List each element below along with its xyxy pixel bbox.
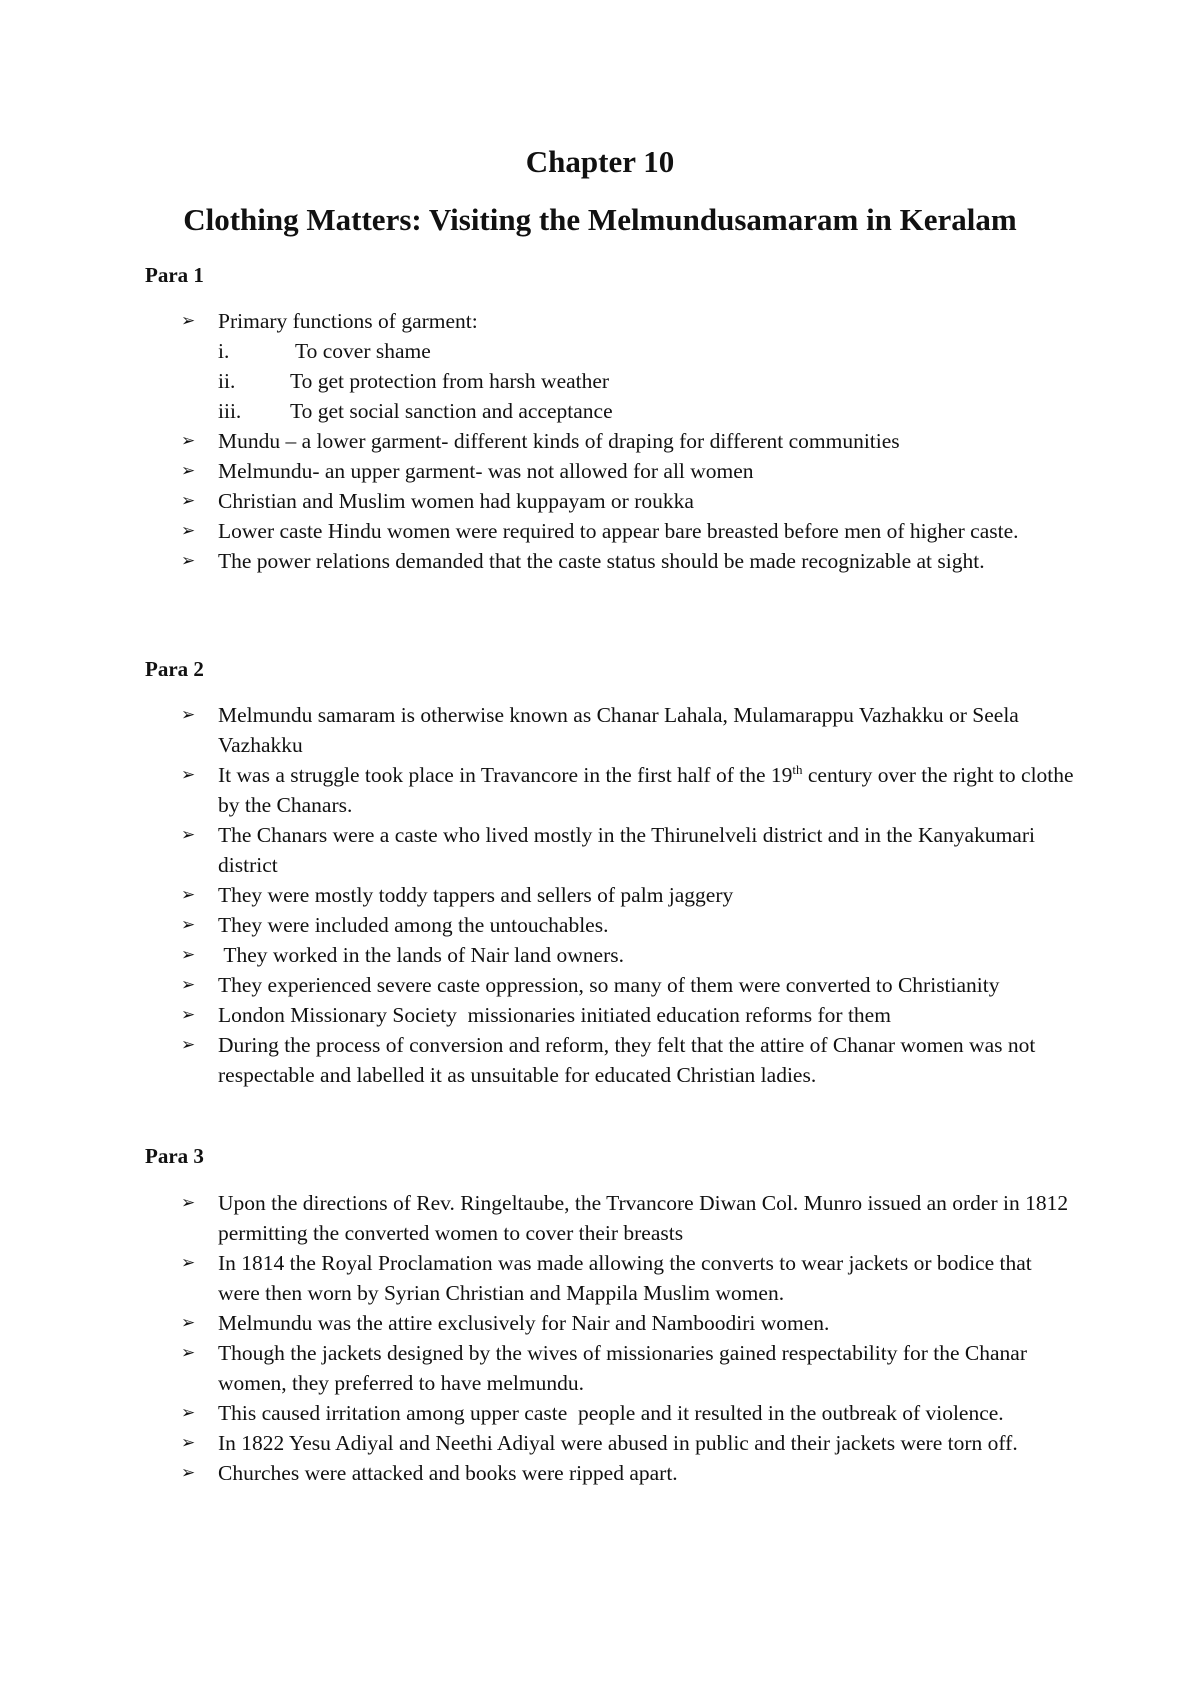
superscript-th: th <box>792 761 803 777</box>
para3-item <box>0 1188 1078 1248</box>
para3-item-text: In 1822 Yesu Adiyal and Neethi Adiyal were abused in public and their jackets were torn off. <box>218 1431 1018 1455</box>
para1-item <box>0 546 1078 576</box>
para1-item <box>0 486 1078 516</box>
para3-item <box>0 1428 1078 1458</box>
para2-item <box>0 1030 1078 1090</box>
para2-item-text: Melmundu samaram is otherwise known as Chanar Lahala, Mulamarappu Vazhakku or Seela Vazhakku <box>218 703 1019 757</box>
para2-item <box>0 880 1078 910</box>
arrowhead-bullet-icon: ➢ <box>181 1343 196 1363</box>
para3-heading: Para 3 <box>145 1144 204 1168</box>
subitem-text: To cover shame <box>290 339 431 363</box>
para2-item-text: They were mostly toddy tappers and sellers of palm jaggery <box>218 883 734 907</box>
para2-item <box>0 760 1078 820</box>
para3-item-text: In 1814 the Royal Proclamation was made allowing the converts to wear jackets or bodice that were then worn by Syrian Christian and Mappila Muslim women. <box>218 1251 1032 1305</box>
arrowhead-bullet-icon: ➢ <box>181 1403 196 1423</box>
para2-item <box>0 820 1078 880</box>
arrowhead-bullet-icon: ➢ <box>181 431 196 451</box>
arrowhead-bullet-icon: ➢ <box>181 705 196 725</box>
para3-item-text: Though the jackets designed by the wives of missionaries gained respectability for the Chanar women, they preferred to have melmundu. <box>218 1341 1028 1395</box>
para1-item <box>0 426 1078 456</box>
arrowhead-bullet-icon: ➢ <box>181 1005 196 1025</box>
chapter-title: Chapter 10 <box>525 144 675 179</box>
arrowhead-bullet-icon: ➢ <box>181 521 196 541</box>
arrowhead-bullet-icon: ➢ <box>181 765 196 785</box>
para2-item <box>0 700 1078 760</box>
arrowhead-bullet-icon: ➢ <box>181 1253 196 1273</box>
para2-item <box>0 1000 1078 1030</box>
para1-subitem <box>0 396 1200 426</box>
arrowhead-bullet-icon: ➢ <box>181 1193 196 1213</box>
para3-item <box>0 1338 1078 1398</box>
para1-item-text: Lower caste Hindu women were required to appear bare breasted before men of higher caste. <box>218 519 1019 543</box>
para2-item <box>0 910 1078 940</box>
para2-item-text: London Missionary Society missionaries initiated education reforms for them <box>218 1003 891 1027</box>
subitem-number: iii. <box>218 399 242 423</box>
para3-list <box>0 1188 1200 1488</box>
subitem-text: To get social sanction and acceptance <box>290 399 613 423</box>
para2-item <box>0 970 1078 1000</box>
para2-item <box>0 940 1078 970</box>
para2-list <box>0 700 1200 1090</box>
subitem-number: ii. <box>218 369 236 393</box>
para1-item-intro <box>0 306 1078 336</box>
para1-item-text: Melmundu- an upper garment- was not allowed for all women <box>218 459 754 483</box>
para3-item <box>0 1248 1078 1308</box>
para2-item-text: The Chanars were a caste who lived mostly in the Thirunelveli district and in the Kanyakumari district <box>218 823 1035 877</box>
para1-list <box>0 306 1200 576</box>
para3-item-text: This caused irritation among upper caste people and it resulted in the outbreak of violence. <box>218 1401 1004 1425</box>
subitem-text: To get protection from harsh weather <box>290 369 610 393</box>
para2-item-text-part: century over the right to clothe by the Chanars. <box>218 763 1079 817</box>
arrowhead-bullet-icon: ➢ <box>181 491 196 511</box>
subitem-number: i. <box>218 339 230 363</box>
para3-item <box>0 1398 1078 1428</box>
chapter-subtitle: Clothing Matters: Visiting the Melmundusamaram in Keralam <box>183 202 1017 237</box>
para2-item-text: They were included among the untouchables. <box>218 913 609 937</box>
arrowhead-bullet-icon: ➢ <box>181 975 196 995</box>
para2-item-text-part: It was a struggle took place in Travancore in the first half of the 19 <box>218 763 793 787</box>
para1-item-text: The power relations demanded that the caste status should be made recognizable at sight. <box>218 549 985 573</box>
arrowhead-bullet-icon: ➢ <box>181 1035 196 1055</box>
arrowhead-bullet-icon: ➢ <box>181 1463 196 1483</box>
arrowhead-bullet-icon: ➢ <box>181 1313 196 1333</box>
para2-item-text: They worked in the lands of Nair land owners. <box>218 943 625 967</box>
para1-heading: Para 1 <box>145 263 204 287</box>
arrowhead-bullet-icon: ➢ <box>181 461 196 481</box>
para1-item-text: Christian and Muslim women had kuppayam or roukka <box>218 489 694 513</box>
para3-item <box>0 1308 1078 1338</box>
arrowhead-bullet-icon: ➢ <box>181 945 196 965</box>
arrowhead-bullet-icon: ➢ <box>181 885 196 905</box>
arrowhead-bullet-icon: ➢ <box>181 551 196 571</box>
para3-item-text: Upon the directions of Rev. Ringeltaube, the Trvancore Diwan Col. Munro issued an order in 1812 permitting the converted women to cover their breasts <box>218 1191 1069 1245</box>
para2-item-text: They experienced severe caste oppression, so many of them were converted to Christianity <box>218 973 1000 997</box>
para1-subitem <box>0 366 1200 396</box>
para3-item <box>0 1458 1078 1488</box>
para2-item-text <box>218 763 1079 817</box>
para3-item-text: Melmundu was the attire exclusively for Nair and Namboodiri women. <box>218 1311 830 1335</box>
arrowhead-bullet-icon: ➢ <box>181 915 196 935</box>
arrowhead-bullet-icon: ➢ <box>181 311 196 331</box>
para3-item-text: Churches were attacked and books were ripped apart. <box>218 1461 678 1485</box>
para1-item-text: Primary functions of garment: <box>218 309 478 333</box>
para2-item-text: During the process of conversion and reform, they felt that the attire of Chanar women was not respectable and labelled it as unsuitable for educated Christian ladies. <box>218 1033 1036 1087</box>
para1-item-text: Mundu – a lower garment- different kinds of draping for different communities <box>218 429 900 453</box>
para1-item <box>0 516 1078 546</box>
arrowhead-bullet-icon: ➢ <box>181 1433 196 1453</box>
para1-subitem <box>0 336 1200 366</box>
para2-heading: Para 2 <box>145 657 204 681</box>
arrowhead-bullet-icon: ➢ <box>181 825 196 845</box>
para1-item <box>0 456 1078 486</box>
